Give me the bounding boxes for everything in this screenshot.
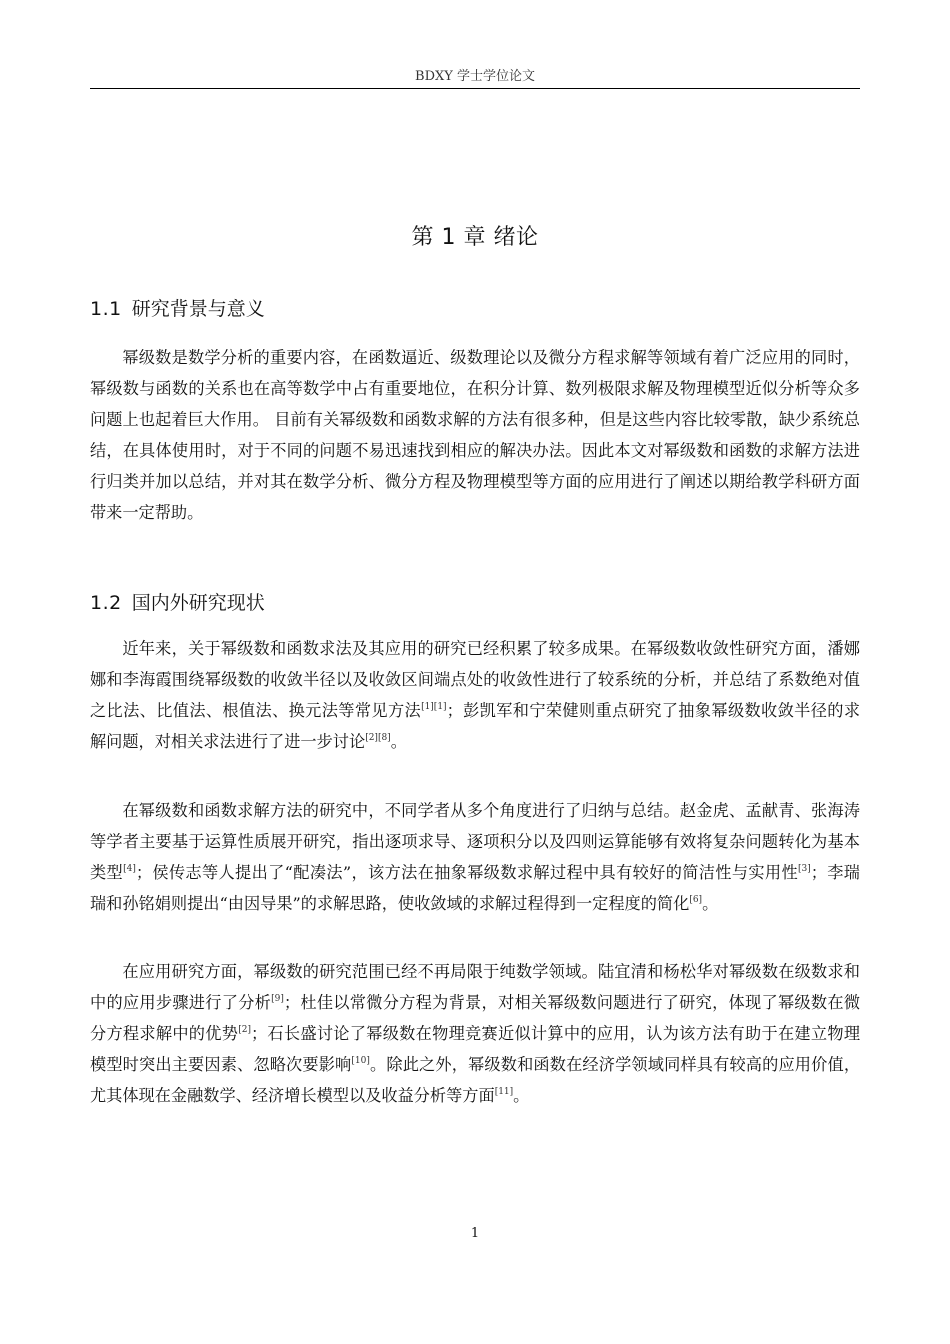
paragraph-text: 。除此之外，幂级数和函数在经济学领域同样具有较高的应用价值，尤其体现在金融数学、经济增长模型以及收益分析等方面 <box>90 1055 861 1105</box>
citation: [3] <box>797 864 811 874</box>
section-heading-1-1 <box>90 295 860 323</box>
citation: [10] <box>351 1056 370 1066</box>
citation: [2] <box>238 1025 251 1035</box>
section-heading-1-2 <box>90 589 860 617</box>
citation: [6] <box>689 895 703 905</box>
paragraph-application-research <box>90 956 860 1111</box>
paragraph-text: 。 <box>390 732 407 751</box>
citation: [4] <box>123 864 136 874</box>
citation: [2] <box>365 733 378 743</box>
paragraph-convergence-research <box>90 633 860 757</box>
paragraph-text: ；石长盛讨论了幂级数在物理竞赛近似计算中的应用，认为该方法有助于在建立物理模型时突出主要因素、忽略次要影响 <box>90 1024 861 1074</box>
section-number: 1.1 <box>90 298 122 320</box>
paragraph-text: 。 <box>702 894 719 913</box>
paragraph-text: 近年来，关于幂级数和函数求法及其应用的研究已经积累了较多成果。在幂级数收敛性研究方面，潘娜娜和李海霞围绕幂级数的收敛半径以及收敛区间端点处的收敛性进行了较系统的分析，并总结了系数绝对值之比法、比值法、根值法、换元法等常见方法 <box>90 639 860 720</box>
section-title-text: 国内外研究现状 <box>131 592 265 614</box>
header-rule <box>90 88 860 89</box>
section-title-text: 研究背景与意义 <box>131 298 265 320</box>
citation: [8] <box>377 733 391 743</box>
paragraph-text: ；杜佳以常微分方程为背景，对相关幂级数问题进行了研究，体现了幂级数在微分方程求解中的优势 <box>90 993 861 1043</box>
paragraph-text: 在应用研究方面，幂级数的研究范围已经不再局限于纯数学领域。陆宜清和杨松华对幂级数在级数求和中的应用步骤进行了分析 <box>90 962 860 1012</box>
citation: [11] <box>494 1087 514 1097</box>
page-number: 1 <box>470 1226 480 1241</box>
chapter-title: 第 1 章 绪论 <box>411 225 539 250</box>
section-number: 1.2 <box>90 592 122 614</box>
paragraph-text: ；李瑞瑞和孙铭娟则提出“由因导果”的求解思路，使收敛域的求解过程得到一定程度的简化 <box>90 863 860 913</box>
citation: [1][1] <box>421 702 447 712</box>
paragraph-text: 在幂级数和函数求解方法的研究中，不同学者从多个角度进行了归纳与总结。赵金虎、孟献青、张海涛等学者主要基于运算性质展开研究，指出逐项求导、逐项积分以及四则运算能够有效将复杂问题转化为基本类型 <box>90 801 860 882</box>
citation: [9] <box>271 994 284 1004</box>
paragraph-method-research <box>90 795 860 919</box>
paragraph-background: 幂级数是数学分析的重要内容，在函数逼近、级数理论以及微分方程求解等领域有着广泛应用的同时，幂级数与函数的关系也在高等数学中占有重要地位，在积分计算、数列极限求解及物理模型近似分析等众多问题上也起着巨大作用。 目前有关幂级数和函数求解的方法有很多种，但是这些内容比较零散，缺少系统总结，在具体使用时，对于不同的问题不易迅速找到相应的解决办法。因此本文对幂级数和函数的求解方法进行归类并加以总结，并对其在数学分析、微分方程及物理模型等方面的应用进行了阐述以期给教学科研方面带来一定帮助。 <box>90 348 860 522</box>
paragraph-text: 。 <box>513 1086 530 1105</box>
paragraph-text: ；彭凯军和宁荣健则重点研究了抽象幂级数收敛半径的求解问题，对相关求法进行了进一步讨论 <box>90 701 861 751</box>
running-header: BDXY 学士学位论文 <box>415 69 535 84</box>
paragraph-text: ；侯传志等人提出了“配凑法”，该方法在抽象幂级数求解过程中具有较好的简洁性与实用性 <box>135 863 798 882</box>
